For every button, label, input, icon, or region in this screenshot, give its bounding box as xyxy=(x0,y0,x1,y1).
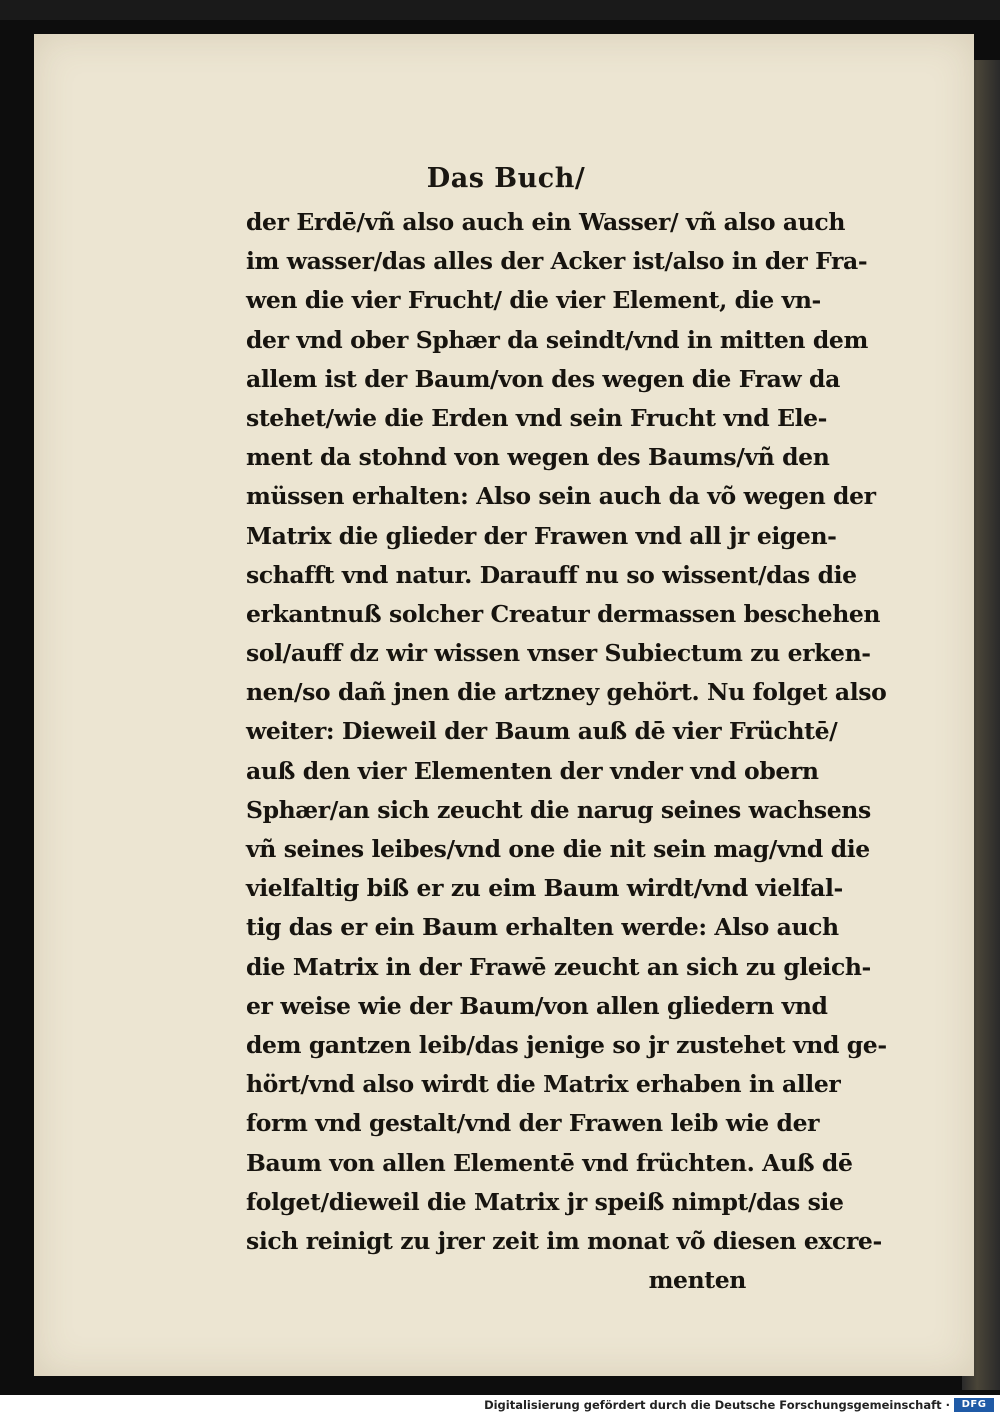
text-line: ment da stohnd von wegen des Baums/vñ den xyxy=(246,443,830,472)
text-line: tig das er ein Baum erhalten werde: Also auch xyxy=(246,913,839,942)
text-line: Sphær/an sich zeucht die narug seines wachsens xyxy=(246,795,871,824)
text-line: im wasser/das alles der Acker ist/also in der Fra- xyxy=(246,247,868,276)
text-line: Baum von allen Elementē vnd früchten. Auß dē xyxy=(246,1148,853,1177)
text-line: die Matrix in der Frawē zeucht an sich zu gleich- xyxy=(246,952,871,981)
funding-credit: Digitalisierung gefördert durch die Deutsche Forschungsgemeinschaft · xyxy=(484,1398,950,1412)
text-line: Matrix die glieder der Frawen vnd all jr eigen- xyxy=(246,521,837,550)
book-page xyxy=(34,34,974,1376)
text-line: vñ seines leibes/vnd one die nit sein mag/vnd die xyxy=(246,835,870,863)
text-line: nen/so dañ jnen die artzney gehört. Nu folget also xyxy=(246,678,887,707)
running-header: Das Buch/ xyxy=(426,163,586,194)
text-line: hört/vnd also wirdt die Matrix erhaben in aller xyxy=(246,1070,841,1099)
text-line: allem ist der Baum/von des wegen die Fraw da xyxy=(246,364,840,393)
text-line: auß den vier Elementen der vnder vnd obern xyxy=(246,756,819,785)
text-line: wen die vier Frucht/ die vier Element, die vn- xyxy=(246,286,821,315)
text-line: der vnd ober Sphær da seindt/vnd in mitten dem xyxy=(246,325,868,354)
text-line: vielfaltig biß er zu eim Baum wirdt/vnd vielfal- xyxy=(246,874,843,903)
text-line: der Erdē/vñ also auch ein Wasser/ vñ also auch xyxy=(246,208,846,236)
text-line: erkantnuß solcher Creatur dermassen beschehen xyxy=(246,599,881,628)
text-line: schafft vnd natur. Darauff nu so wissent/das die xyxy=(246,560,857,589)
text-line: sol/auff dz wir wissen vnser Subiectum zu erken- xyxy=(246,639,871,668)
text-line: dem gantzen leib/das jenige so jr zustehet vnd ge- xyxy=(246,1030,887,1059)
body-text xyxy=(246,203,887,1300)
book-top-edge xyxy=(0,0,1000,20)
dfg-logo: DFG xyxy=(954,1398,994,1412)
text-line: er weise wie der Baum/von allen gliedern vnd xyxy=(246,991,828,1020)
text-block xyxy=(246,159,887,1300)
text-line: müssen erhalten: Also sein auch da võ wegen der xyxy=(246,482,876,511)
text-line: form vnd gestalt/vnd der Frawen leib wie der xyxy=(246,1109,820,1138)
text-line: folget/dieweil die Matrix jr speiß nimpt/das sie xyxy=(246,1187,844,1216)
text-line: stehet/wie die Erden vnd sein Frucht vnd Ele- xyxy=(246,403,828,432)
text-line: weiter: Dieweil der Baum auß dē vier Früchtē/ xyxy=(246,717,838,746)
text-line: sich reinigt zu jrer zeit im monat võ diesen excre- xyxy=(246,1226,882,1255)
catchword: menten xyxy=(648,1266,746,1295)
